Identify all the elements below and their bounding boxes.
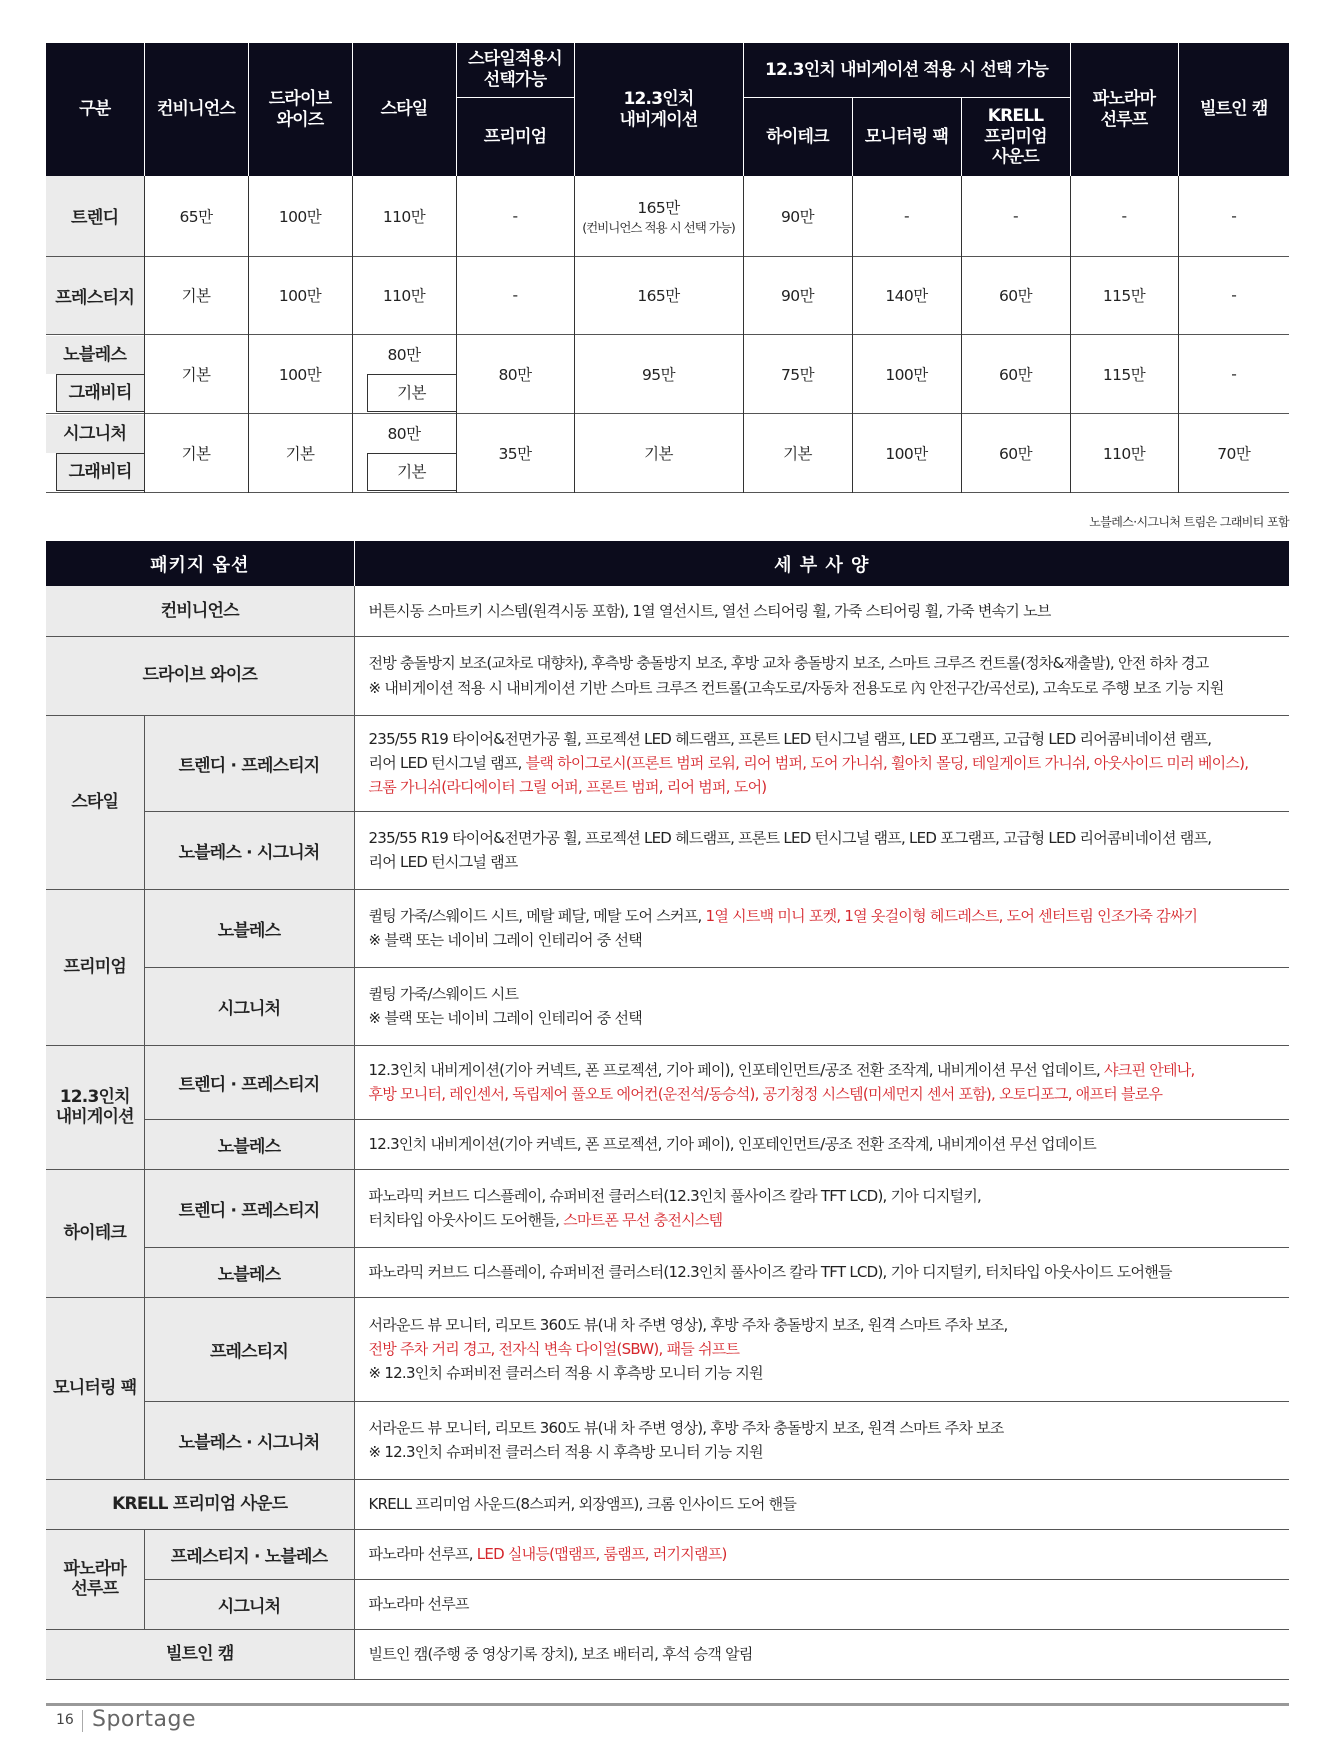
table-row	[46, 1119, 1289, 1169]
detail-text	[354, 1401, 1289, 1479]
navi-note: (컨비니언스 적용 시 선택 가능)	[582, 219, 735, 235]
sub-trim: 프레스티지	[144, 1297, 354, 1401]
trim-main: 시그니처	[46, 415, 144, 453]
navi-price: 165만	[637, 198, 680, 217]
detail-line	[369, 751, 1290, 775]
package-panorama: 파노라마 선루프	[46, 1529, 144, 1629]
detail-line: 전방 충돌방지 보조(교차로 대향차), 후측방 충돌방지 보조, 후방 교차 충돌방지 보조, 스마트 크루즈 컨트롤(정차&재출발), 안전 하차 경고	[368, 654, 1209, 673]
detail-span-red: 블랙 하이그로시(프론트 범퍼 로워, 리어 범퍼, 도어 가니쉬, 휠아치 몰딩, 테일게이트 가니쉬, 아웃사이드 미러 베이스),	[525, 753, 1249, 772]
package-table	[46, 541, 1289, 1680]
cell-monitoring: -	[852, 176, 961, 256]
table-row	[46, 811, 1289, 889]
brand-name: Sportage	[92, 1707, 197, 1732]
cell-drive-wise: 100만	[248, 256, 352, 334]
header-detail: 세 부 사 양	[354, 541, 1289, 586]
cell-navi: 165만	[574, 256, 743, 334]
header-gubun: 구분	[46, 43, 144, 176]
header-style-group: 스타일적용시 선택가능	[456, 43, 574, 97]
detail-text: KRELL 프리미엄 사운드(8스피커, 외장앰프), 크롬 인사이드 도어 핸들	[354, 1479, 1289, 1529]
header-package-option: 패키지 옵션	[46, 541, 354, 586]
cell-drive-wise: 기본	[248, 413, 352, 492]
trim-name: 트렌디	[46, 176, 144, 256]
sub-trim: 트렌디 · 프레스티지	[144, 1045, 354, 1119]
header-premium: 프리미엄	[456, 97, 574, 176]
package-style: 스타일	[46, 715, 144, 889]
detail-line	[369, 904, 1290, 928]
cell-builtin-cam: -	[1178, 176, 1289, 256]
cell-style	[352, 413, 456, 492]
page-number: 16	[56, 1712, 74, 1728]
trim-name	[46, 413, 144, 492]
detail-line: ※ 블랙 또는 네이비 그레이 인테리어 중 선택	[368, 931, 643, 949]
sub-trim: 노블레스	[144, 889, 354, 967]
table-row	[46, 413, 1289, 492]
table-row	[46, 256, 1289, 334]
cell-krell: -	[961, 176, 1070, 256]
package-premium: 프리미엄	[46, 889, 144, 1045]
detail-line: 235/55 R19 타이어&전면가공 휠, 프로젝션 LED 헤드램프, 프론트 LED 턴시그널 램프, LED 포그램프, 고급형 LED 리어콤비네이션 램프,	[368, 729, 1212, 748]
table-row	[46, 1401, 1289, 1479]
detail-text	[354, 1045, 1289, 1119]
detail-line: ※ 블랙 또는 네이비 그레이 인테리어 중 선택	[368, 1009, 643, 1027]
detail-span-red: LED 실내등(맵램프, 룸램프, 러기지램프)	[476, 1544, 727, 1563]
trim-main: 노블레스	[46, 336, 144, 374]
package-drive-wise: 드라이브 와이즈	[46, 636, 354, 715]
cell-style	[352, 334, 456, 413]
table-row	[46, 889, 1289, 967]
trim-sub: 그래비티	[56, 374, 144, 412]
detail-line	[369, 1208, 1290, 1232]
cell-krell: 60만	[961, 256, 1070, 334]
cell-monitoring: 140만	[852, 256, 961, 334]
trim-name	[46, 334, 144, 413]
table-row	[46, 586, 1289, 636]
cell-hitech: 90만	[743, 256, 852, 334]
cell-hitech: 기본	[743, 413, 852, 492]
header-hitech: 하이테크	[743, 97, 852, 176]
detail-span: 파노라마 선루프,	[368, 1544, 477, 1563]
table-row	[46, 1479, 1289, 1529]
sub-trim: 노블레스	[144, 1119, 354, 1169]
cell-panorama: -	[1070, 176, 1178, 256]
detail-line: 전방 주차 거리 경고, 전자식 변속 다이얼(SBW), 패들 쉬프트	[368, 1339, 740, 1358]
sub-trim: 노블레스 · 시그니처	[144, 1401, 354, 1479]
style-gravity: 기본	[367, 453, 456, 491]
table-row	[46, 334, 1289, 413]
cell-navi: 95만	[574, 334, 743, 413]
detail-line: 파노라믹 커브드 디스플레이, 슈퍼비전 클러스터(12.3인치 풀사이즈 칼라 TFT LCD), 기아 디지털키,	[368, 1186, 982, 1205]
detail-text	[354, 1529, 1289, 1579]
header-navi-group: 12.3인치 내비게이션 적용 시 선택 가능	[743, 43, 1070, 97]
detail-line: 서라운드 뷰 모니터, 리모트 360도 뷰(내 차 주변 영상), 후방 주차 충돌방지 보조, 원격 스마트 주차 보조,	[368, 1315, 1008, 1334]
cell-krell: 60만	[961, 334, 1070, 413]
header-panorama: 파노라마 선루프	[1070, 43, 1178, 176]
detail-line: 후방 모니터, 레인센서, 독립제어 풀오토 에어컨(운전석/동승석), 공기청정 시스템(미세먼지 센서 포함), 오토디포그, 애프터 블로우	[368, 1085, 1163, 1103]
sub-trim: 시그니처	[144, 1579, 354, 1629]
table-row	[46, 1297, 1289, 1401]
detail-text	[354, 1297, 1289, 1401]
table-row	[46, 176, 1289, 256]
cell-premium: 35만	[456, 413, 574, 492]
trim-name: 프레스티지	[46, 256, 144, 334]
table-row	[46, 1169, 1289, 1247]
table-row	[46, 1045, 1289, 1119]
detail-span: 리어 LED 턴시그널 램프,	[368, 753, 526, 772]
detail-line: ※ 내비게이션 적용 시 내비게이션 기반 스마트 크루즈 컨트롤(고속도로/자동차 전용도로 內 안전구간/곡선로), 고속도로 주행 보조 기능 지원	[368, 678, 1224, 697]
sub-trim: 프레스티지 · 노블레스	[144, 1529, 354, 1579]
header-navi: 12.3인치 내비게이션	[574, 43, 743, 176]
cell-drive-wise: 100만	[248, 176, 352, 256]
cell-style: 110만	[352, 176, 456, 256]
cell-monitoring: 100만	[852, 334, 961, 413]
cell-hitech: 75만	[743, 334, 852, 413]
cell-premium: -	[456, 256, 574, 334]
style-price: 80만	[387, 424, 421, 443]
cell-premium: -	[456, 176, 574, 256]
sub-trim: 노블레스	[144, 1247, 354, 1297]
detail-text: 빌트인 캠(주행 중 영상기록 장치), 보조 배터리, 후석 승객 알림	[354, 1629, 1289, 1679]
detail-line: 크롬 가니쉬(라디에이터 그릴 어퍼, 프론트 범퍼, 리어 범퍼, 도어)	[368, 778, 767, 797]
package-builtin-cam: 빌트인 캠	[46, 1629, 354, 1679]
cell-builtin-cam: -	[1178, 334, 1289, 413]
detail-text	[354, 811, 1289, 889]
cell-convenience: 기본	[144, 413, 248, 492]
cell-monitoring: 100만	[852, 413, 961, 492]
package-monitoring: 모니터링 팩	[46, 1297, 144, 1479]
cell-builtin-cam: -	[1178, 256, 1289, 334]
detail-line: 서라운드 뷰 모니터, 리모트 360도 뷰(내 차 주변 영상), 후방 주차 충돌방지 보조, 원격 스마트 주차 보조	[368, 1418, 1004, 1437]
cell-panorama: 110만	[1070, 413, 1178, 492]
detail-text: 파노라믹 커브드 디스플레이, 슈퍼비전 클러스터(12.3인치 풀사이즈 칼라 TFT LCD), 기아 디지털키, 터치타입 아웃사이드 도어핸들	[354, 1247, 1289, 1297]
detail-span: 퀼팅 가죽/스웨이드 시트, 메탈 페달, 메탈 도어 스커프,	[368, 906, 706, 925]
detail-text: 12.3인치 내비게이션(기아 커넥트, 폰 프로젝션, 기아 페이), 인포테인먼트/공조 전환 조작계, 내비게이션 무선 업데이트	[354, 1119, 1289, 1169]
detail-line: ※ 12.3인치 슈퍼비전 클러스터 적용 시 후측방 모니터 기능 지원	[368, 1443, 763, 1461]
cell-navi	[574, 176, 743, 256]
style-gravity: 기본	[367, 374, 456, 412]
table-row	[46, 1629, 1289, 1679]
sub-trim: 시그니처	[144, 967, 354, 1045]
detail-line	[369, 1058, 1290, 1082]
detail-span-red: 1열 시트백 미니 포켓, 1열 옷걸이형 헤드레스트, 도어 센터트림 인조가죽 감싸기	[705, 906, 1198, 925]
detail-text: 버튼시동 스마트키 시스템(원격시동 포함), 1열 열선시트, 열선 스티어링 휠, 가죽 스티어링 휠, 가죽 변속기 노브	[354, 586, 1289, 636]
detail-line: ※ 12.3인치 슈퍼비전 클러스터 적용 시 후측방 모니터 기능 지원	[368, 1364, 763, 1383]
detail-span: 12.3인치 내비게이션(기아 커넥트, 폰 프로젝션, 기아 페이), 인포테인먼트/공조 전환 조작계, 내비게이션 무선 업데이트,	[368, 1060, 1105, 1079]
cell-hitech: 90만	[743, 176, 852, 256]
cell-style: 110만	[352, 256, 456, 334]
gravity-note: 노블레스·시그니처 트림은 그래비티 포함	[1089, 515, 1289, 529]
price-table	[46, 43, 1289, 493]
header-monitoring: 모니터링 팩	[852, 97, 961, 176]
cell-krell: 60만	[961, 413, 1070, 492]
detail-span: 터치타입 아웃사이드 도어핸들,	[368, 1211, 564, 1229]
detail-line: 235/55 R19 타이어&전면가공 휠, 프로젝션 LED 헤드램프, 프론트 LED 턴시그널 램프, LED 포그램프, 고급형 LED 리어콤비네이션 램프,	[368, 828, 1212, 847]
detail-span-red: 샤크핀 안테나,	[1104, 1060, 1195, 1079]
cell-convenience: 65만	[144, 176, 248, 256]
style-price: 80만	[387, 345, 421, 364]
detail-text	[354, 967, 1289, 1045]
header-krell: KRELL 프리미엄 사운드	[961, 97, 1070, 176]
detail-line: 퀼팅 가죽/스웨이드 시트	[368, 984, 519, 1003]
detail-text	[354, 889, 1289, 967]
detail-text	[354, 636, 1289, 715]
detail-span-red: 스마트폰 무선 충전시스템	[563, 1211, 723, 1229]
table-row	[46, 967, 1289, 1045]
detail-line: 리어 LED 턴시그널 램프	[368, 853, 518, 871]
header-builtin-cam: 빌트인 캠	[1178, 43, 1289, 176]
cell-panorama: 115만	[1070, 256, 1178, 334]
cell-convenience: 기본	[144, 334, 248, 413]
header-convenience: 컨비니언스	[144, 43, 248, 176]
header-style: 스타일	[352, 43, 456, 176]
cell-premium: 80만	[456, 334, 574, 413]
cell-panorama: 115만	[1070, 334, 1178, 413]
table-row	[46, 636, 1289, 715]
package-krell: KRELL 프리미엄 사운드	[46, 1479, 354, 1529]
footer-divider	[82, 1710, 83, 1732]
sub-trim: 트렌디 · 프레스티지	[144, 1169, 354, 1247]
cell-navi: 기본	[574, 413, 743, 492]
table-row	[46, 715, 1289, 811]
table-row	[46, 1579, 1289, 1629]
footer-rule	[46, 1703, 1289, 1706]
trim-sub: 그래비티	[56, 453, 144, 491]
detail-text	[354, 1169, 1289, 1247]
sub-trim: 트렌디 · 프레스티지	[144, 715, 354, 811]
detail-text	[354, 715, 1289, 811]
header-drive-wise: 드라이브 와이즈	[248, 43, 352, 176]
package-navi: 12.3인치 내비게이션	[46, 1045, 144, 1169]
detail-text: 파노라마 선루프	[354, 1579, 1289, 1629]
package-hitech: 하이테크	[46, 1169, 144, 1297]
cell-drive-wise: 100만	[248, 334, 352, 413]
table-row	[46, 1529, 1289, 1579]
sub-trim: 노블레스 · 시그니처	[144, 811, 354, 889]
package-convenience: 컨비니언스	[46, 586, 354, 636]
cell-builtin-cam: 70만	[1178, 413, 1289, 492]
table-row	[46, 1247, 1289, 1297]
cell-convenience: 기본	[144, 256, 248, 334]
